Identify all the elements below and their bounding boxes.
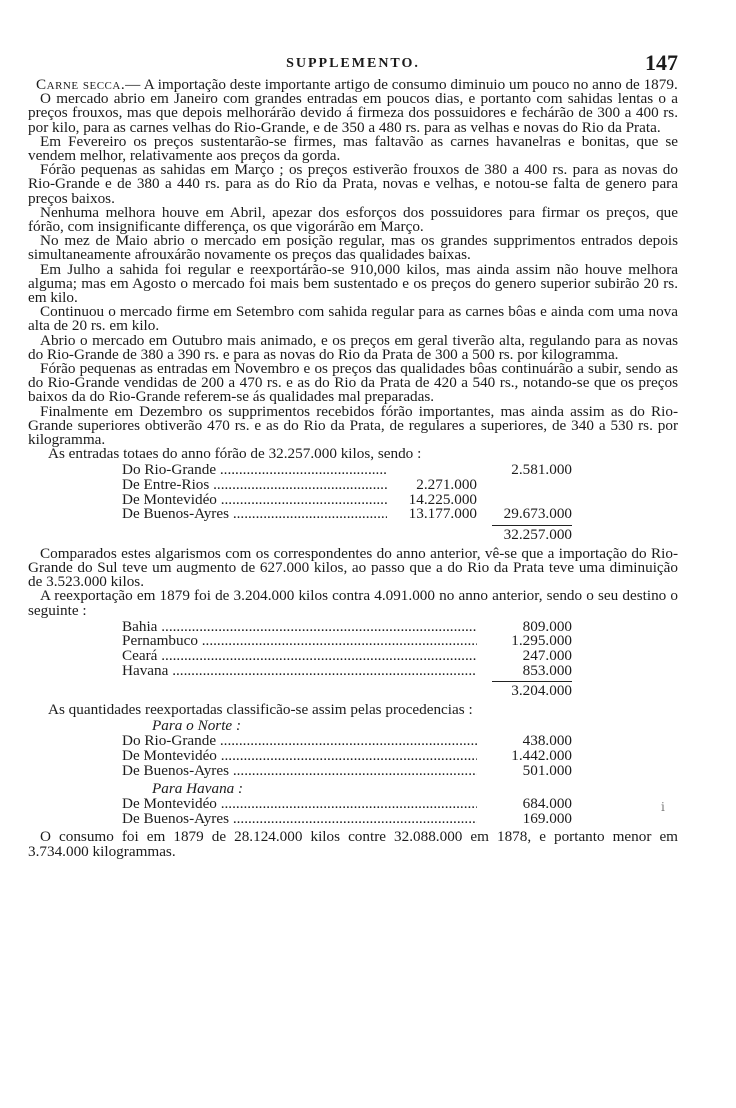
- destination-value: 809.000: [522, 617, 572, 635]
- origin-value: 169.000: [522, 809, 572, 827]
- entry-partial: 14.225.000: [408, 490, 477, 508]
- destination: Havana .....: [122, 664, 477, 678]
- destination-value: 247.000: [522, 647, 572, 665]
- destination: Bahia .....: [122, 620, 477, 634]
- origin: De Buenos-Ayres .....: [122, 812, 477, 826]
- origin-value: 684.000: [522, 795, 572, 813]
- margin-mark: i: [661, 800, 665, 814]
- table-row: [122, 734, 572, 749]
- origin-value: 438.000: [522, 732, 572, 750]
- table-row: [122, 749, 572, 764]
- paragraph: As quantidades reexportadas classificão-se assim pelas procedencias :: [48, 701, 473, 719]
- paragraph: Continuou o mercado firme em Setembro com sahida regular para as carnes bôas e ainda com uma nova alta de 20 rs. em kilo.: [28, 303, 678, 335]
- entry-partial: 2.271.000: [416, 476, 477, 494]
- origin: De Montevidéo .....: [122, 797, 477, 811]
- entry-origin: De Entre-Rios .....: [122, 478, 387, 492]
- table-row: [122, 797, 572, 812]
- table-row: [122, 661, 572, 679]
- paragraph: Fórão pequenas as sahidas em Março ; os preços estiverão frouxos de 380 a 400 rs. para as novas do Rio-Grande e de 380 a 440 rs. para as do Rio da Prata, novas e velhas, e notou-se falta de genero para preços baixos.: [28, 161, 678, 207]
- table-row: [122, 649, 572, 664]
- table-row: [122, 507, 572, 522]
- article-body: [28, 78, 678, 859]
- paragraph: As entradas totaes do anno fórão de 32.257.000 kilos, sendo :: [48, 445, 422, 463]
- table-row: [122, 809, 572, 827]
- destination-value: 1.295.000: [511, 632, 572, 650]
- section-heading: Carne secca.—: [36, 76, 141, 93]
- origin: De Buenos-Ayres .....: [122, 764, 477, 778]
- paragraph: No mez de Maio abrio o mercado em posição regular, mas os grandes supprimentos entrados depois simultaneamente afrouxárão novamente os preços das qualidades baixas.: [28, 232, 678, 264]
- destination: Pernambuco .....: [122, 634, 477, 648]
- grand-total-row: [122, 525, 572, 543]
- paragraph: Finalmente em Dezembro os supprimentos recebidos fórão importantes, mas ainda assim as do Rio-Grande superiores obtiverão 470 rs. e as do Rio da Prata, de regulares a superiores, de 340 a 530 rs. por kilogramma.: [28, 402, 678, 449]
- table-row: [122, 617, 572, 635]
- destination-value: 853.000: [522, 661, 572, 679]
- paragraph: Em Julho a sahida foi regular e reexportárão-se 910,000 kilos, mas ainda assim não houve melhora alguma; mas em Agosto o mercado foi mais bem sustentado e os preços do genero superior subirão 20 rs. em kilo.: [28, 260, 678, 307]
- table-row: [122, 478, 572, 493]
- north-heading: Para o Norte :: [152, 717, 242, 735]
- table-row: [122, 761, 572, 779]
- north-table: [28, 719, 572, 778]
- havana-table: [28, 782, 572, 826]
- destinations-total-row: [122, 684, 572, 699]
- table-row: [122, 463, 572, 478]
- entry-origin: Do Rio-Grande .....: [122, 463, 387, 477]
- origin: Do Rio-Grande .....: [122, 734, 477, 748]
- paragraph: A reexportação em 1879 foi de 3.204.000 kilos contra 4.091.000 no anno anterior, sendo o seu destino o seguinte :: [28, 587, 678, 619]
- havana-heading: Para Havana :: [152, 780, 244, 798]
- paragraph: Abrio o mercado em Outubro mais animado, e os preços em geral tiverão alta, regulando para as novas do Rio-Grande de 380 a 390 rs. e para as novas do Rio da Prata de 300 a 500 rs. por kilogramma.: [28, 331, 678, 363]
- origin-value: 1.442.000: [511, 747, 572, 765]
- destination: Ceará .....: [122, 649, 477, 663]
- grand-total: 32.257.000: [503, 525, 572, 543]
- intro-text: A importação deste importante artigo de consumo diminuio um pouco no anno de 1879.: [140, 76, 678, 93]
- closing-paragraph: O consumo foi em 1879 de 28.124.000 kilos contre 32.088.000 em 1878, e portanto menor em 3.734.000 kilogrammas.: [28, 828, 678, 860]
- paragraph: Comparados estes algarismos com os correspondentes do anno anterior, vê-se que a importação do Rio-Grande do Sul teve um augmento de 627.000 kilos, ao passo que a do Rio da Prata teve uma diminuição de 3.523.000 kilos.: [28, 544, 678, 591]
- paragraph: Nenhuma melhora houve em Abril, apezar dos esforços dos possuidores para firmar os preços, que fórão, com insignificante differença, os que vigorárão em Março.: [28, 203, 678, 236]
- destinations-total: 3.204.000: [511, 682, 572, 700]
- page-number: 147: [645, 50, 678, 75]
- paragraph: O mercado abrio em Janeiro com grandes entradas em poucos dias, e portanto com sahidas lentas o a preços frouxos, mas que depois melhorárão devido á firmeza dos possuidores e fechárão de 300 a 400 rs. por kilo, para as carnes velhas do Rio-Grande, e de 350 a 480 rs. para as velhas e novas do Rio da Prata.: [28, 90, 678, 136]
- document-page: [28, 48, 678, 859]
- entry-origin: De Buenos-Ayres .....: [122, 507, 387, 521]
- entry-partial: 13.177.000: [408, 505, 477, 523]
- origin-value: 501.000: [522, 761, 572, 779]
- entry-total: 2.581.000: [511, 461, 572, 479]
- destinations-table: [28, 617, 572, 700]
- entry-total: 29.673.000: [503, 505, 572, 523]
- entries-table: [28, 463, 572, 542]
- page-header: [28, 48, 678, 78]
- paragraph: Fórão pequenas as entradas em Novembro e os preços das qualidades bôas continuárão a subir, sendo as do Rio-Grande vendidas de 200 a 470 rs. e as do Rio da Prata de 420 a 540 rs., notando-se que os preços baixos da do Rio-Grande referem-se ás qualidades mal preparadas.: [28, 360, 678, 406]
- running-title: SUPPLEMENTO.: [286, 56, 420, 71]
- origin: De Montevidéo .....: [122, 749, 477, 763]
- entry-origin: De Montevidéo .....: [122, 493, 387, 507]
- table-row: [122, 634, 572, 649]
- paragraph: Em Fevereiro os preços sustentarão-se firmes, mas faltavão as carnes havanelras e bonitas, que se vendem melhor, relativamente aos preços da gorda.: [28, 132, 678, 165]
